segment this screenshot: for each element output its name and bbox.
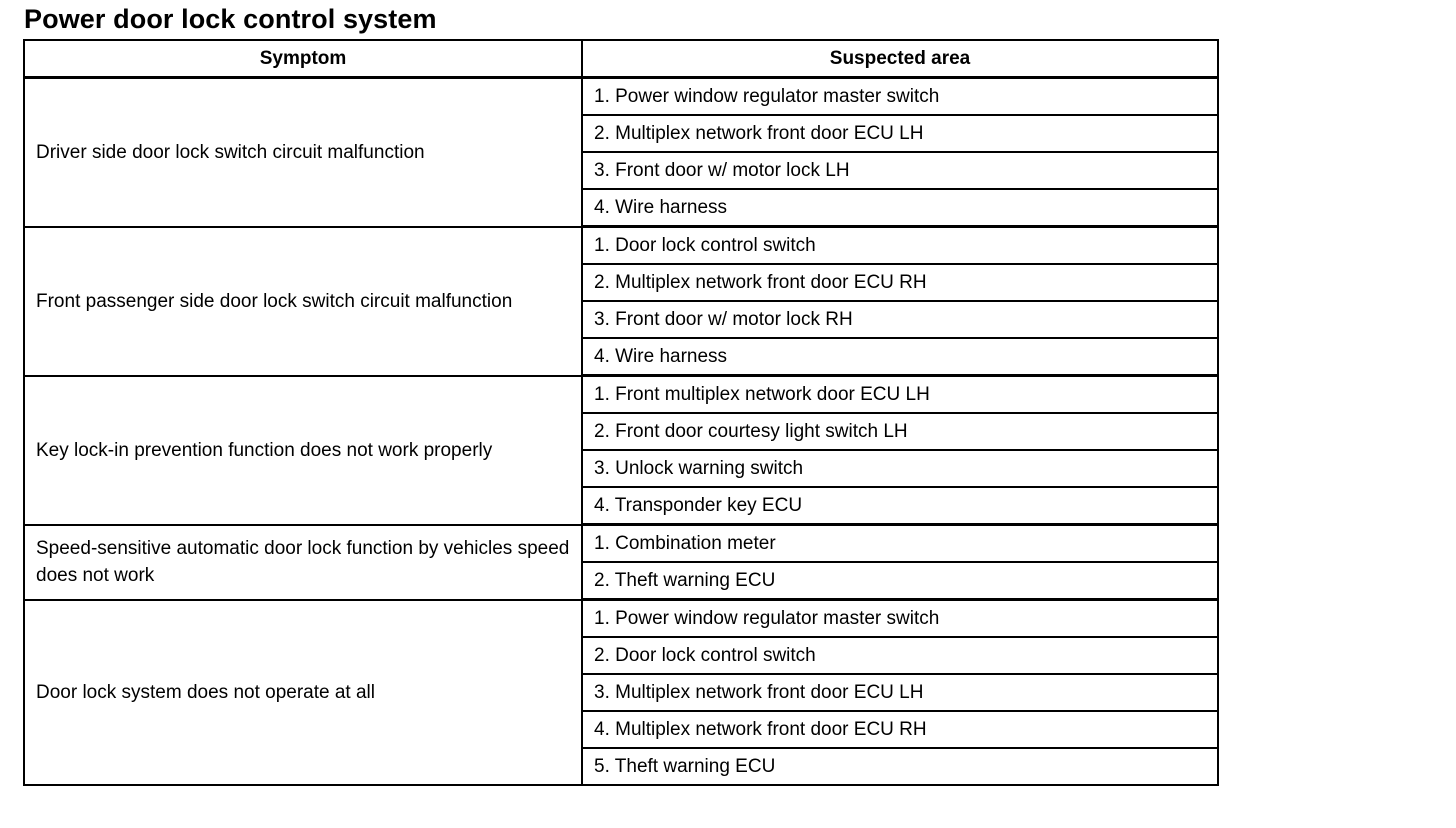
- symptom-cell: Door lock system does not operate at all: [24, 600, 582, 786]
- suspected-area-cell: 3. Multiplex network front door ECU LH: [582, 674, 1218, 711]
- suspected-area-cell: 4. Transponder key ECU: [582, 487, 1218, 525]
- suspected-area-cell: 5. Theft warning ECU: [582, 748, 1218, 785]
- symptom-cell: Front passenger side door lock switch circuit malfunction: [24, 227, 582, 376]
- suspected-area-cell: 3. Front door w/ motor lock RH: [582, 301, 1218, 338]
- suspected-area-cell: 1. Door lock control switch: [582, 227, 1218, 265]
- symptom-cell: Speed-sensitive automatic door lock function by vehicles speed does not work: [24, 525, 582, 600]
- suspected-area-cell: 1. Front multiplex network door ECU LH: [582, 376, 1218, 414]
- suspected-area-cell: 2. Theft warning ECU: [582, 562, 1218, 600]
- table-row: [24, 376, 1218, 414]
- suspected-area-cell: 3. Front door w/ motor lock LH: [582, 152, 1218, 189]
- table-row: [24, 78, 1218, 116]
- table-row: [24, 227, 1218, 265]
- suspected-area-cell: 1. Power window regulator master switch: [582, 600, 1218, 638]
- suspected-area-cell: 2. Multiplex network front door ECU RH: [582, 264, 1218, 301]
- table-row: [24, 525, 1218, 563]
- suspected-area-cell: 4. Wire harness: [582, 189, 1218, 227]
- suspected-area-cell: 4. Multiplex network front door ECU RH: [582, 711, 1218, 748]
- symptom-column-header: Symptom: [24, 40, 582, 78]
- symptom-table: [23, 39, 1219, 786]
- symptom-cell: Key lock-in prevention function does not work properly: [24, 376, 582, 525]
- suspected-area-cell: 1. Power window regulator master switch: [582, 78, 1218, 116]
- suspected-area-cell: 3. Unlock warning switch: [582, 450, 1218, 487]
- suspected-area-column-header: Suspected area: [582, 40, 1218, 78]
- suspected-area-cell: 2. Multiplex network front door ECU LH: [582, 115, 1218, 152]
- suspected-area-cell: 2. Front door courtesy light switch LH: [582, 413, 1218, 450]
- suspected-area-cell: 1. Combination meter: [582, 525, 1218, 563]
- table-body: [24, 78, 1218, 786]
- table-header-row: [24, 40, 1218, 78]
- suspected-area-cell: 2. Door lock control switch: [582, 637, 1218, 674]
- symptom-cell: Driver side door lock switch circuit malfunction: [24, 78, 582, 227]
- suspected-area-cell: 4. Wire harness: [582, 338, 1218, 376]
- table-row: [24, 600, 1218, 638]
- page-title: Power door lock control system: [24, 4, 437, 34]
